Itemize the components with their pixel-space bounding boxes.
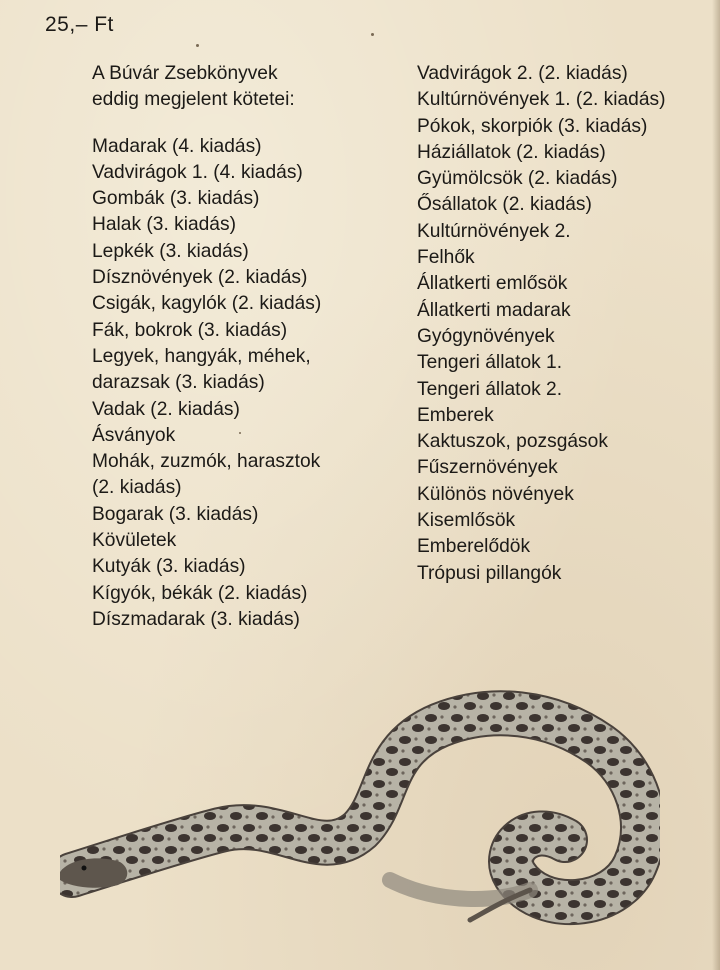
book-title: Csigák, kagylók (2. kiadás) — [92, 293, 322, 315]
book-title: Legyek, hangyák, méhek, — [92, 345, 311, 367]
book-title: Dísznövények (2. kiadás) — [92, 267, 308, 289]
intro-line-2: eddig megjelent kötetei: — [92, 89, 295, 111]
book-title: Állatkerti madarak — [417, 299, 571, 321]
left-column — [92, 61, 321, 633]
snake-illustration — [60, 690, 660, 930]
book-title: Gyógynövények — [417, 325, 555, 347]
paper-speck — [196, 44, 199, 47]
book-title: Kutyák (3. kiadás) — [92, 556, 246, 578]
book-title: Lepkék (3. kiadás) — [92, 240, 249, 262]
book-title: Háziállatok (2. kiadás) — [417, 141, 606, 163]
book-title: Tengeri állatok 1. — [417, 352, 563, 374]
book-title: Vadvirágok 1. (4. kiadás) — [92, 161, 303, 183]
book-title: (2. kiadás) — [92, 477, 182, 499]
book-title: Pókok, skorpiók (3. kiadás) — [417, 115, 648, 137]
book-title: Fák, bokrok (3. kiadás) — [92, 319, 288, 341]
page-edge-shadow — [712, 0, 720, 970]
book-title: Emberelődök — [417, 536, 531, 558]
book-title: Állatkerti emlősök — [417, 273, 568, 295]
book-title: Ásványok — [92, 424, 176, 446]
snake-eye — [82, 866, 87, 871]
book-title: Emberek — [417, 404, 494, 426]
book-title: Gombák (3. kiadás) — [92, 188, 260, 210]
book-title: Kígyók, békák (2. kiadás) — [92, 582, 308, 604]
book-title: Fűszernövények — [417, 457, 558, 479]
paper-speck — [371, 33, 374, 36]
book-title: Vadvirágok 2. (2. kiadás) — [417, 63, 628, 84]
intro-line-1: A Búvár Zsebkönyvek — [92, 63, 278, 84]
book-title: Kultúrnövények 2. — [417, 220, 571, 242]
book-title: Kisemlősök — [417, 510, 516, 532]
book-title: Vadak (2. kiadás) — [92, 398, 240, 420]
paper-speck — [239, 432, 241, 434]
book-title: Kövületek — [92, 530, 177, 552]
book-title: Mohák, zuzmók, harasztok — [92, 451, 321, 473]
book-title: Trópusi pillangók — [417, 562, 562, 584]
book-title: Bogarak (3. kiadás) — [92, 503, 259, 525]
book-title: Díszmadarak (3. kiadás) — [92, 608, 300, 630]
right-column — [417, 61, 666, 587]
snake-body — [72, 713, 643, 902]
book-title: Gyümölcsök (2. kiadás) — [417, 168, 618, 190]
book-title: Ősállatok (2. kiadás) — [417, 194, 592, 216]
spacer — [92, 114, 321, 134]
book-title: Tengeri állatok 2. — [417, 378, 563, 400]
book-title: Felhők — [417, 247, 475, 269]
book-title: Halak (3. kiadás) — [92, 214, 236, 236]
book-title: Különös növények — [417, 483, 574, 505]
book-title: Kaktuszok, pozsgások — [417, 431, 608, 453]
book-title: darazsak (3. kiadás) — [92, 372, 265, 394]
book-title: Kultúrnövények 1. (2. kiadás) — [417, 89, 666, 111]
price-label: 25,– Ft — [45, 13, 114, 36]
book-title: Madarak (4. kiadás) — [92, 135, 262, 157]
